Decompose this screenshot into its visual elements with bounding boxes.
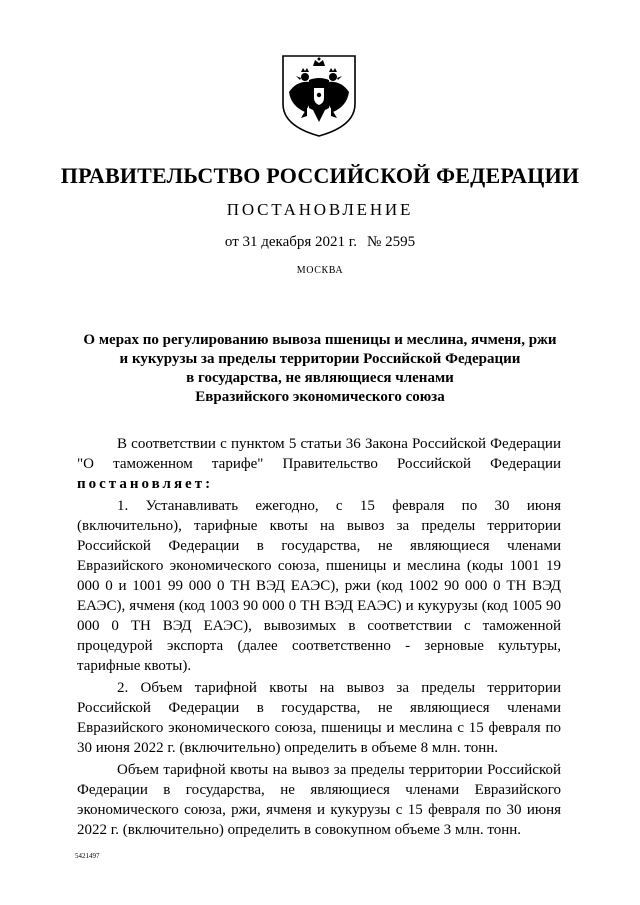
paragraph-2: 2. Объем тарифной квоты на вывоз за пределы территории Российской Федерации в государства, не являющиеся членами Евразийского экономического союза, пшеницы и меслина с 15 февраля по 30 июня 2022 г. (включительно) определить в объеме 8 млн. тонн. (77, 680, 561, 756)
document-date-line (0, 234, 640, 251)
document-date: от 31 декабря 2021 г. (224, 234, 358, 250)
paragraph-1: 1. Устанавливать ежегодно, с 15 февраля по 30 июня (включительно), тарифные квоты на вывоз за пределы территории Российской Федерации в государства, не являющиеся членами Евразийского экономического союза, пшеницы и меслина (коды 1001 19 000 0 и 1001 99 000 0 ТН ВЭД ЕАЭС), ржи (код 1002 90 000 0 ТН ВЭД ЕАЭС), ячменя (код 1003 90 000 0 ТН ВЭД ЕАЭС) и кукурузы (код 1005 90 000 0 ТН ВЭД ЕАЭС), вывозимых в соответствии с таможенной процедурой экспорта (далее соответственно - зерновые культуры, тарифные квоты). (77, 498, 561, 674)
decree-title (0, 331, 640, 407)
city: МОСКВА (296, 265, 344, 276)
decree-title-line: О мерах по регулированию вывоза пшеницы и меслина, ячменя, ржи (83, 332, 557, 348)
government-title: ПРАВИТЕЛЬСТВО РОССИЙСКОЙ ФЕДЕРАЦИИ (60, 163, 580, 188)
decree-title-line: и кукурузы за пределы территории Российской Федерации (119, 351, 521, 367)
document-type: ПОСТАНОВЛЕНИЕ (226, 200, 414, 219)
document-code: 5421497 (75, 852, 100, 860)
document-number: № 2595 (367, 234, 416, 250)
paragraph-3: Объем тарифной квоты на вывоз за пределы территории Российской Федерации в государства, не являющиеся членами Евразийского экономического союза, ржи, ячменя и кукурузы с 15 февраля по 30 июня 2022 г. (включительно) определить в совокупном объеме 3 млн. тонн. (77, 762, 561, 838)
decree-title-line: Евразийского экономического союза (195, 389, 445, 405)
intro-paragraph (77, 434, 561, 494)
coat-of-arms-icon (277, 52, 361, 138)
decree-word: постановляет: (77, 476, 214, 492)
intro-text: В соответствии с пунктом 5 статьи 36 Закона Российской Федерации "О таможенном тарифе" Правительство Российской Федерации (77, 436, 561, 472)
decree-title-line: в государства, не являющиеся членами (186, 370, 454, 386)
decree-body (77, 434, 561, 840)
